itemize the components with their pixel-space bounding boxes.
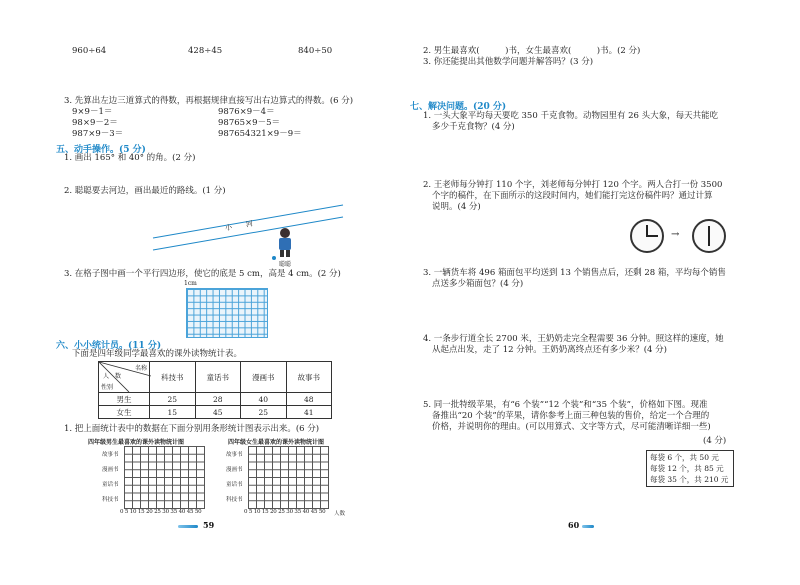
row-label-boys: 男生	[99, 393, 150, 406]
chart2-cat-1: 漫画书	[226, 467, 243, 473]
s6-question-1: 1. 把上面统计表中的数据在下面分别用条形统计图表示出来。(6 分)	[64, 424, 320, 434]
p4-line-a: 4. 一条步行道全长 2700 米，王奶奶走完全程需要 36 分钟。照这样的速度，她	[423, 334, 724, 344]
boy-label: 聪聪	[279, 261, 292, 268]
boy-dot	[272, 256, 276, 260]
chart1-cat-1: 漫画书	[102, 467, 119, 473]
table-cell: 25	[241, 406, 287, 419]
p5-line-b: 备推出“20 个装”的苹果，请你参考上面三种包装的售价，给定一个合理的	[432, 411, 710, 421]
header-science: 科技书	[150, 362, 196, 393]
header-comic: 漫画书	[241, 362, 287, 393]
p3-line-a: 3. 一辆货车将 496 箱面包平均送到 13 个销售点后，还剩 28 箱，平均每个销售	[423, 268, 726, 278]
chart1-cat-2: 童话书	[102, 482, 119, 488]
chart2-unit: 人数	[334, 511, 346, 517]
clock-start	[630, 219, 664, 253]
page-number-left: 59	[203, 520, 215, 530]
page-marker-left	[178, 525, 198, 528]
table-cell: 45	[195, 406, 241, 419]
price-line: 每袋 35 个，共 210 元	[650, 475, 729, 484]
eq-left-3: 987×9－3＝	[72, 129, 124, 139]
chart1-cat-0: 故事书	[102, 452, 119, 458]
corner-top: 名称	[134, 365, 147, 372]
chart1-ticks: 0 5 10 15 20 25 30 35 40 45 50	[120, 509, 202, 515]
river-label: 小 河	[224, 219, 254, 233]
chart2-cat-3: 科技书	[226, 497, 243, 503]
chart2-grid[interactable]	[248, 446, 329, 509]
chart2-title: 四年级女生最喜欢的课外读物统计图	[228, 439, 325, 446]
s5-question-1: 1. 画出 165° 和 40° 的角。(2 分)	[64, 153, 196, 163]
section-6-title: 六、小小统计员。(11 分)	[56, 341, 162, 351]
eq-left-1: 9×9－1＝	[72, 107, 113, 117]
chart1-cat-3: 科技书	[102, 497, 119, 503]
eq-right-1: 9876×9－4＝	[218, 107, 275, 117]
chart2-ticks: 0 5 10 15 20 25 30 35 40 45 50	[244, 509, 326, 515]
section-7-title: 七、解决问题。(20 分)	[410, 102, 507, 112]
table-row	[99, 393, 332, 406]
p2-line-c: 说明。(4 分)	[432, 202, 481, 212]
eq-right-3: 987654321×9－9＝	[218, 129, 302, 139]
s5-question-2: 2. 聪聪要去河边，画出最近的路线。(1 分)	[64, 186, 226, 196]
eq-left-2: 98×9－2＝	[72, 118, 118, 128]
chart2-cat-2: 童话书	[226, 482, 243, 488]
table-cell: 40	[241, 393, 287, 406]
page-marker-right	[582, 525, 594, 528]
boy-figure	[276, 228, 294, 258]
table-cell: 15	[150, 406, 196, 419]
p5-line-c: 价格，并说明你的理由。(可以用算式、文字等方式，尽可能清晰详细一些)	[432, 422, 711, 432]
p5-line-a: 5. 同一批特级苹果，有“6 个装”“12 个装”和“35 个装”，价格如下图。现准	[423, 400, 708, 410]
p1-line-a: 1. 一头大象平均每天要吃 350 千克食物。动物园里有 26 头大象，每天共能吃	[423, 111, 719, 121]
corner-mid: 人 数	[103, 373, 122, 380]
section-5-title: 五、动手操作。(5 分)	[56, 145, 146, 155]
arrow-icon: →	[671, 229, 680, 240]
page-number-right: 60	[568, 520, 580, 530]
table-cell: 25	[150, 393, 196, 406]
clock-end	[692, 219, 726, 253]
p4-line-b: 从起点出发，走了 12 分钟。王奶奶离终点还有多少米？(4 分)	[432, 345, 667, 355]
row-label-girls: 女生	[99, 406, 150, 419]
s6-intro: 下面是四年级同学最喜欢的课外读物统计表。	[72, 349, 243, 359]
chart1-grid[interactable]	[124, 446, 205, 509]
price-line: 每袋 12 个，共 85 元	[650, 464, 724, 473]
r-question-2: 2. 男生最喜欢( )书，女生最喜欢( )书。(2 分)	[423, 46, 641, 56]
p5-line-d: (4 分)	[703, 436, 727, 446]
division-2: 428÷45	[188, 46, 223, 56]
s5-question-3: 3. 在格子图中画一个平行四边形，使它的底是 5 cm，高是 4 cm。(2 分)	[64, 269, 341, 279]
division-1: 960÷64	[72, 46, 107, 56]
p3-line-b: 点送多少箱面包？(4 分)	[432, 279, 524, 289]
r-question-3: 3. 你还能提出其他数学问题并解答吗？(3 分)	[423, 57, 594, 67]
drawing-grid[interactable]	[186, 288, 268, 338]
reading-stats-table	[98, 361, 332, 419]
grid-unit-label: 1cm	[184, 280, 197, 287]
table-cell: 48	[286, 393, 332, 406]
p2-line-b: 个字的稿件，在下面所示的这段时间内，她们能打完这份稿件吗？通过计算	[432, 191, 713, 201]
division-3: 840÷50	[298, 46, 333, 56]
corner-bot: 性别	[101, 384, 114, 391]
header-fairy: 童话书	[195, 362, 241, 393]
chart2-cat-0: 故事书	[226, 452, 243, 458]
table-corner-cell	[99, 362, 150, 393]
p2-line-a: 2. 王老师每分钟打 110 个字，刘老师每分钟打 120 个字。两人合打一份 3500	[423, 180, 723, 190]
table-row	[99, 406, 332, 419]
eq-right-2: 98765×9－5＝	[218, 118, 280, 128]
p1-line-b: 多少千克食物？(4 分)	[432, 122, 515, 132]
price-box	[646, 450, 734, 487]
question-3-pattern: 3. 先算出左边三道算式的得数，再根据规律直接写出右边算式的得数。(6 分)	[64, 96, 354, 106]
table-cell: 41	[286, 406, 332, 419]
river-diagram	[148, 200, 348, 270]
table-cell: 28	[195, 393, 241, 406]
price-line: 每袋 6 个，共 50 元	[650, 453, 719, 462]
chart1-title: 四年级男生最喜欢的课外读物统计图	[88, 439, 185, 446]
header-story: 故事书	[286, 362, 332, 393]
